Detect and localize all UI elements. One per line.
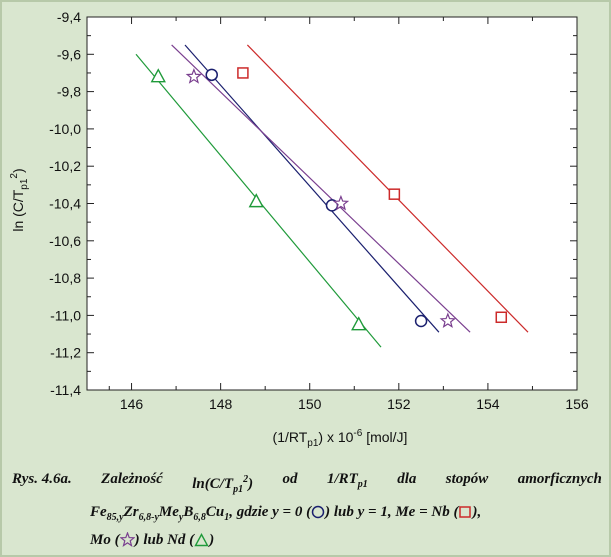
x-tick-label: 154: [476, 396, 500, 412]
x-tick-label: 146: [119, 396, 144, 412]
caption-line-2: $Fe_{85,y}Zr_{6,8-y}Me_yB_{6,8}Cu_1$, gdzie y = 0 ( ) lub y = 1, Me = Nb ( ),: [90, 504, 482, 523]
square-point: [389, 189, 399, 199]
square-point: [238, 68, 248, 78]
circle-point: [416, 315, 427, 326]
x-tick-label: 150: [298, 396, 322, 412]
y-tick-label: -11,0: [50, 307, 81, 324]
y-tick-label: -9,4: [56, 9, 81, 25]
caption-line-3: Mo ( ) lub Nd ( ): [90, 532, 215, 548]
y-axis-title: $\ln (C/T_{p1}^2)$: [9, 168, 30, 232]
x-tick-label: 152: [387, 396, 411, 412]
y-tick-label: -9,6: [56, 46, 81, 63]
x-tick-label: 156: [565, 396, 589, 412]
circle-marker-icon: [311, 505, 325, 519]
y-tick-label: -10,0: [49, 120, 81, 137]
y-tick-label: -11,2: [50, 344, 81, 361]
caption-line-1: Rys. 4.6a. Zależność $\ln(C/T_{p1}^2)$ od $1/RT_{p1}$ dla stopów amorficznych: [12, 471, 602, 495]
star-marker-icon: [120, 532, 135, 547]
y-tick-label: -10,6: [49, 232, 81, 249]
square-point: [496, 312, 506, 322]
square-marker-icon: [458, 505, 472, 519]
y-tick-label: -9,8: [56, 83, 81, 100]
y-tick-label: -11,4: [50, 382, 81, 398]
figure-caption: [12, 468, 602, 552]
x-axis-title: $(1/RT_{p1})$ x $10^{-6}$ [mol/J]: [272, 428, 408, 449]
circle-point: [206, 69, 217, 80]
y-tick-label: -10,8: [49, 270, 81, 287]
triangle-marker-icon: [194, 533, 209, 547]
y-tick-label: -10,4: [49, 195, 81, 212]
plot-area: [49, 9, 589, 412]
x-tick-label: 148: [208, 396, 233, 412]
y-tick-label: -10,2: [49, 158, 81, 175]
